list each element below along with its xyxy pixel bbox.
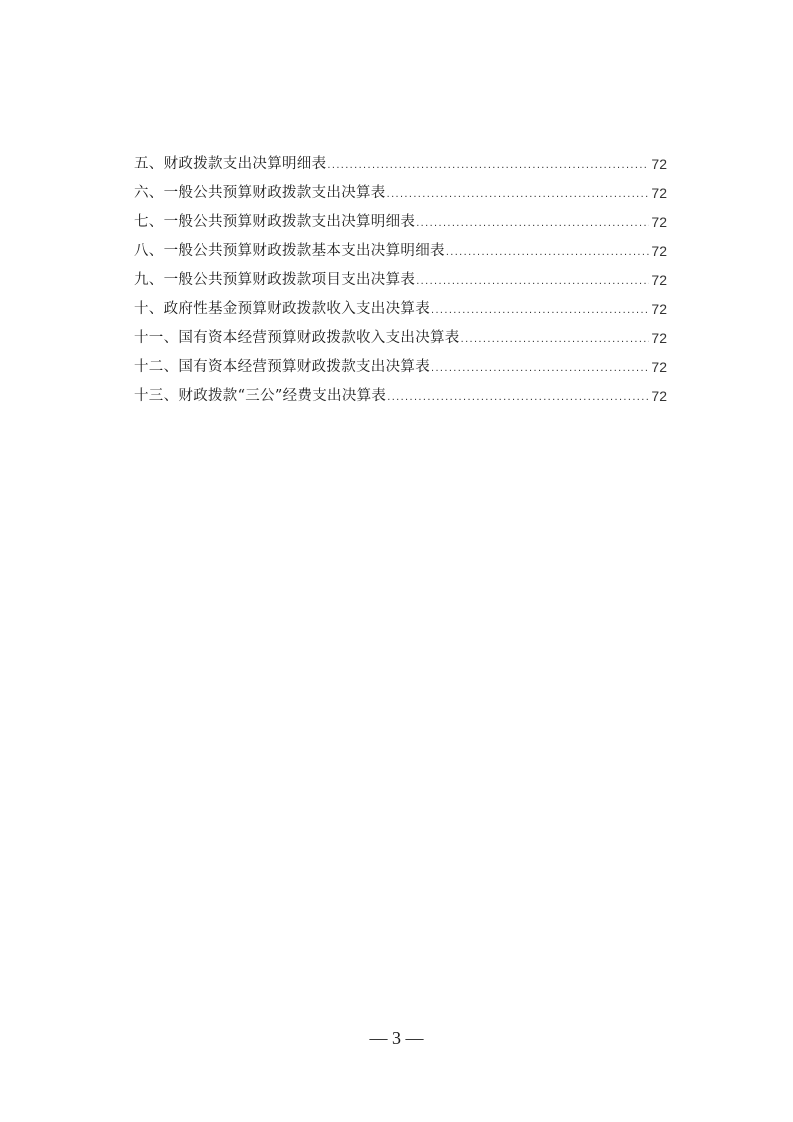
toc-entry[interactable] bbox=[134, 377, 667, 406]
toc-dot-leader bbox=[416, 216, 649, 230]
toc-entry-title: 五、财政拨款支出决算明细表 bbox=[134, 156, 327, 172]
toc-entry-page: 72 bbox=[651, 243, 667, 259]
toc-entry-title: 九、一般公共预算财政拨款项目支出决算表 bbox=[134, 272, 416, 288]
toc-dot-leader bbox=[387, 390, 649, 404]
toc-entry[interactable] bbox=[134, 319, 667, 348]
toc-entry-page: 72 bbox=[651, 185, 667, 201]
toc-dot-leader bbox=[387, 187, 650, 201]
toc-entry-page: 72 bbox=[651, 301, 667, 317]
toc-entry-page: 72 bbox=[651, 388, 667, 404]
toc-dot-leader bbox=[431, 361, 649, 375]
toc-entry-title: 十一、国有资本经营预算财政拨款收入支出决算表 bbox=[134, 330, 460, 346]
toc-entry-title: 十三、财政拨款“三公”经费支出决算表 bbox=[134, 388, 387, 404]
toc-dot-leader bbox=[327, 158, 649, 172]
toc-entry-page: 72 bbox=[651, 272, 667, 288]
toc-dot-leader bbox=[446, 245, 650, 259]
toc-entry-page: 72 bbox=[651, 330, 667, 346]
table-of-contents bbox=[134, 145, 667, 406]
toc-dot-leader bbox=[431, 303, 649, 317]
toc-dot-leader bbox=[461, 332, 650, 346]
toc-entry-page: 72 bbox=[651, 214, 667, 230]
page-number: — 3 — bbox=[369, 1028, 424, 1048]
toc-entry[interactable] bbox=[134, 145, 667, 174]
toc-entry-title: 七、一般公共预算财政拨款支出决算明细表 bbox=[134, 214, 416, 230]
toc-entry-page: 72 bbox=[651, 156, 667, 172]
toc-entry[interactable] bbox=[134, 348, 667, 377]
toc-entry[interactable] bbox=[134, 174, 667, 203]
toc-entry-title: 八、一般公共预算财政拨款基本支出决算明细表 bbox=[134, 243, 445, 259]
toc-dot-leader bbox=[416, 274, 649, 288]
toc-entry[interactable] bbox=[134, 203, 667, 232]
toc-entry-title: 六、一般公共预算财政拨款支出决算表 bbox=[134, 185, 386, 201]
toc-entry[interactable] bbox=[134, 261, 667, 290]
toc-entry[interactable] bbox=[134, 232, 667, 261]
toc-entry[interactable] bbox=[134, 290, 667, 319]
toc-entry-title: 十二、国有资本经营预算财政拨款支出决算表 bbox=[134, 359, 430, 375]
toc-entry-title: 十、政府性基金预算财政拨款收入支出决算表 bbox=[134, 301, 430, 317]
toc-entry-page: 72 bbox=[651, 359, 667, 375]
